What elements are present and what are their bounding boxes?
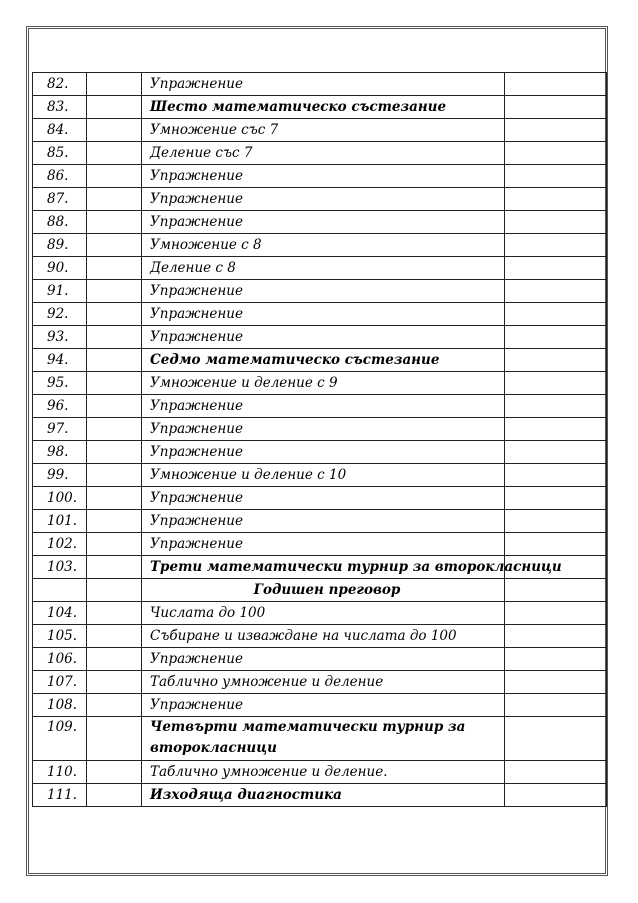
table-row [33,119,607,142]
empty-cell [87,280,142,303]
empty-cell [87,188,142,211]
notes-cell [505,280,607,303]
empty-cell [87,165,142,188]
lesson-title-cell: Трети математически турнир за второкласници [142,556,505,579]
table-row [33,761,607,784]
empty-cell [87,303,142,326]
table-row [33,142,607,165]
empty-cell [87,556,142,579]
table-row [33,533,607,556]
lesson-title-cell: Седмо математическо състезание [142,349,505,372]
lesson-title-cell: Упражнение [142,441,505,464]
lesson-title-cell: Шесто математическо състезание [142,96,505,119]
empty-cell [87,372,142,395]
table-row [33,418,607,441]
lesson-title-cell: Умножение с 8 [142,234,505,257]
lesson-title-cell: Умножение със 7 [142,119,505,142]
lesson-title-cell: Упражнение [142,326,505,349]
table-row [33,694,607,717]
empty-cell [87,487,142,510]
notes-cell [505,349,607,372]
section-title-cell: Годишен преговор [142,579,505,602]
lesson-title-cell: Умножение и деление с 10 [142,464,505,487]
lesson-title-cell: Упражнение [142,648,505,671]
lesson-title-cell: Умножение и деление с 9 [142,372,505,395]
notes-cell [505,119,607,142]
lesson-number-cell: 82. [33,73,87,96]
table-row [33,441,607,464]
notes-cell [505,165,607,188]
empty-cell [87,761,142,784]
notes-cell [505,372,607,395]
notes-cell [505,142,607,165]
lesson-number-cell: 91. [33,280,87,303]
notes-cell [505,73,607,96]
table-row [33,395,607,418]
notes-cell [505,510,607,533]
table-row [33,165,607,188]
notes-cell [505,533,607,556]
notes-cell [505,326,607,349]
notes-cell [505,234,607,257]
empty-cell [87,257,142,280]
lesson-number-cell: 100. [33,487,87,510]
notes-cell [505,441,607,464]
lesson-number-cell: 86. [33,165,87,188]
lesson-number-cell: 111. [33,784,87,807]
empty-cell [87,441,142,464]
lesson-number-cell: 104. [33,602,87,625]
table-row [33,510,607,533]
lesson-title-cell: Четвърти математически турнир за второкласници [142,717,505,761]
lesson-title-cell: Упражнение [142,73,505,96]
empty-cell [87,73,142,96]
notes-cell [505,761,607,784]
lesson-title-cell: Упражнение [142,395,505,418]
lesson-number-cell: 93. [33,326,87,349]
lesson-number-cell: 103. [33,556,87,579]
empty-cell [87,395,142,418]
lesson-number-cell: 96. [33,395,87,418]
notes-cell [505,464,607,487]
lesson-title-cell: Събиране и изваждане на числата до 100 [142,625,505,648]
notes-cell [505,648,607,671]
lesson-number-cell: 101. [33,510,87,533]
lesson-title-cell: Таблично умножение и деление. [142,761,505,784]
lesson-number-cell: 95. [33,372,87,395]
empty-cell [87,602,142,625]
lesson-title-cell: Упражнение [142,211,505,234]
notes-cell [505,784,607,807]
lesson-number-cell [33,579,87,602]
notes-cell [505,671,607,694]
lesson-title-cell: Числата до 100 [142,602,505,625]
empty-cell [87,533,142,556]
lesson-number-cell: 88. [33,211,87,234]
empty-cell [87,349,142,372]
empty-cell [87,717,142,761]
notes-cell [505,694,607,717]
notes-cell [505,257,607,280]
table-row [33,487,607,510]
lesson-title-cell: Упражнение [142,510,505,533]
empty-cell [87,579,142,602]
lesson-number-cell: 108. [33,694,87,717]
table-row [33,326,607,349]
empty-cell [87,625,142,648]
empty-cell [87,326,142,349]
lesson-number-cell: 102. [33,533,87,556]
empty-cell [87,694,142,717]
empty-cell [87,784,142,807]
notes-cell [505,717,607,761]
lesson-title-cell: Упражнение [142,303,505,326]
lesson-number-cell: 97. [33,418,87,441]
table-row [33,349,607,372]
lesson-number-cell: 106. [33,648,87,671]
lesson-number-cell: 85. [33,142,87,165]
notes-cell [505,602,607,625]
table-row [33,648,607,671]
lesson-title-cell: Упражнение [142,165,505,188]
notes-cell [505,395,607,418]
lesson-title-cell: Упражнение [142,188,505,211]
lesson-number-cell: 90. [33,257,87,280]
table-row [33,784,607,807]
empty-cell [87,648,142,671]
lesson-title-cell: Упражнение [142,418,505,441]
lesson-title-cell: Упражнение [142,280,505,303]
lesson-number-cell: 89. [33,234,87,257]
empty-cell [87,464,142,487]
empty-cell [87,671,142,694]
empty-cell [87,96,142,119]
lesson-title-cell: Таблично умножение и деление [142,671,505,694]
table-row [33,625,607,648]
notes-cell [505,487,607,510]
lesson-title-cell: Деление със 7 [142,142,505,165]
table-row [33,234,607,257]
table-row [33,280,607,303]
lesson-number-cell: 94. [33,349,87,372]
table-row [33,73,607,96]
lesson-title-cell: Деление с 8 [142,257,505,280]
empty-cell [87,211,142,234]
lesson-number-cell: 84. [33,119,87,142]
lesson-number-cell: 92. [33,303,87,326]
table-row [33,211,607,234]
notes-cell [505,211,607,234]
empty-cell [87,510,142,533]
empty-cell [87,234,142,257]
notes-cell [505,418,607,441]
lesson-title-cell: Изходяща диагностика [142,784,505,807]
table-row [33,188,607,211]
table-row [33,602,607,625]
lesson-number-cell: 99. [33,464,87,487]
table-row [33,556,607,579]
table-row [33,717,607,761]
notes-cell [505,625,607,648]
table-row [33,671,607,694]
lesson-number-cell: 83. [33,96,87,119]
lesson-title-cell: Упражнение [142,533,505,556]
section-row [33,579,607,602]
notes-cell [505,96,607,119]
notes-cell [505,188,607,211]
lesson-number-cell: 109. [33,717,87,761]
lesson-title-cell: Упражнение [142,487,505,510]
table-row [33,257,607,280]
lesson-title-cell: Упражнение [142,694,505,717]
lesson-number-cell: 87. [33,188,87,211]
table-row [33,372,607,395]
lesson-plan-table [32,72,607,807]
table-row [33,303,607,326]
empty-cell [87,142,142,165]
empty-cell [87,119,142,142]
table-row [33,464,607,487]
lesson-number-cell: 98. [33,441,87,464]
table-row [33,96,607,119]
notes-cell [505,579,607,602]
notes-cell [505,303,607,326]
lesson-number-cell: 110. [33,761,87,784]
lesson-number-cell: 105. [33,625,87,648]
empty-cell [87,418,142,441]
lesson-number-cell: 107. [33,671,87,694]
